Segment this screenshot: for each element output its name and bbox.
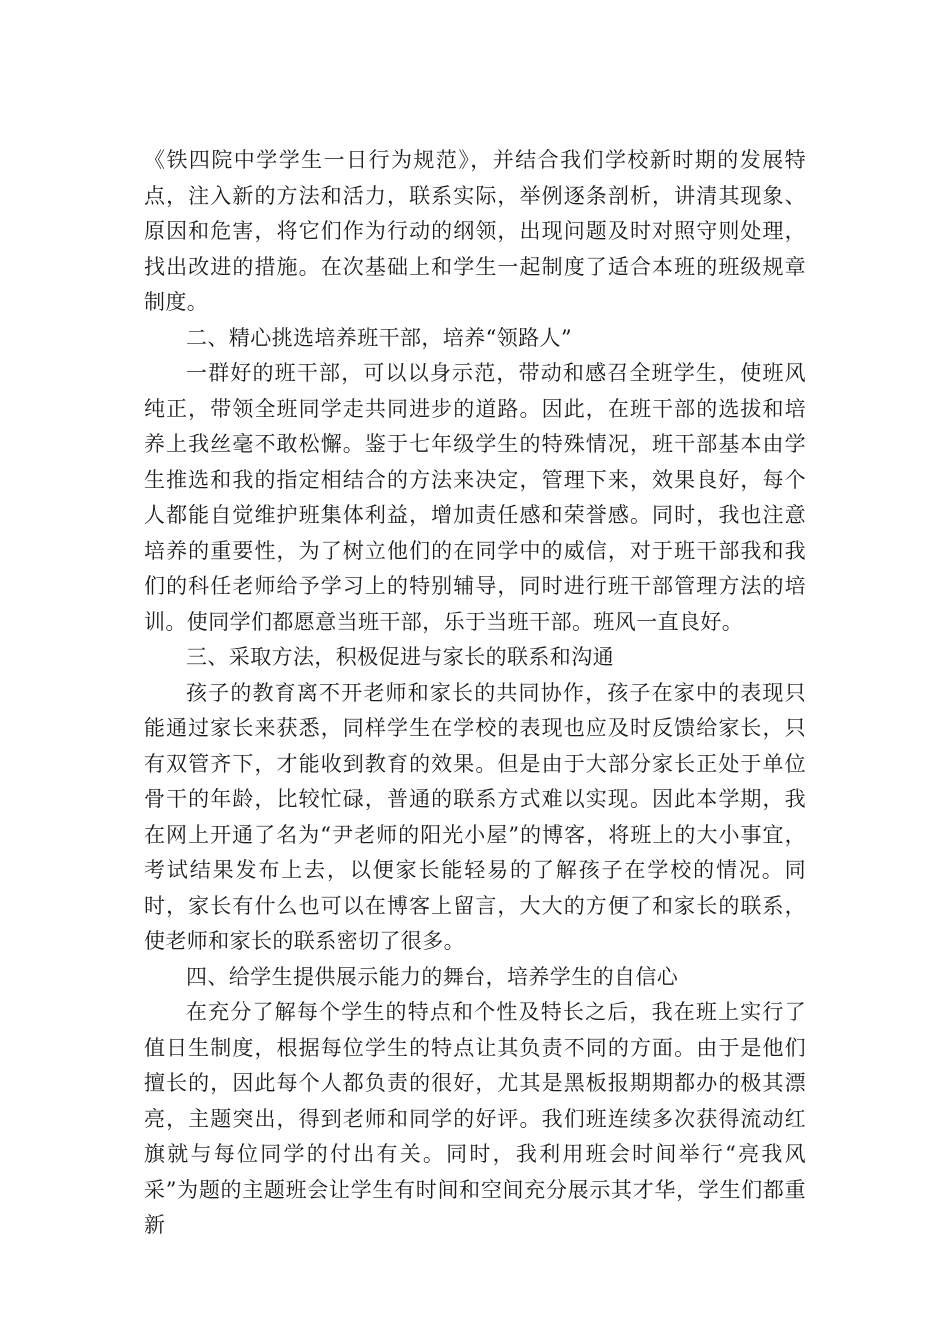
paragraph-parent-communication: 孩子的教育离不开老师和家长的共同协作，孩子在家中的表现只能通过家长来获悉，同样学生在学校的表现也应及时反馈给家长，只有双管齐下，才能收到教育的效果。但是由于大部分家长正处于单位骨干的年龄，比较忙碌，普通的联系方式难以实现。因此本学期，我在网上开通了名为“尹老师的阳光小屋”的博客，将班上的大小事宜，考试结果发布上去，以便家长能轻易的了解孩子在学校的情况。同时，家长有什么也可以在博客上留言，大大的方便了和家长的联系，使老师和家长的联系密切了很多。 [144, 680, 806, 953]
section-heading-2: 二、精心挑选培养班干部，培养“领路人” [186, 325, 573, 350]
document-page [144, 143, 806, 1244]
section-heading-4: 四、给学生提供展示能力的舞台，培养学生的自信心 [186, 964, 679, 989]
paragraph-class-leaders: 一群好的班干部，可以以身示范，带动和感召全班学生，使班风纯正，带领全班同学走共同进步的道路。因此，在班干部的选拔和培养上我丝毫不敢松懈。鉴于七年级学生的特殊情况，班干部基本由学生推选和我的指定相结合的方法来决定，管理下来，效果良好，每个人都能自觉维护班集体利益，增加责任感和荣誉感。同时，我也注意培养的重要性，为了树立他们的在同学中的威信，对于班干部我和我们的科任老师给予学习上的特别辅导，同时进行班干部管理方法的培训。使同学们都愿意当班干部，乐于当班干部。班风一直良好。 [144, 361, 806, 634]
paragraph-student-stage: 在充分了解每个学生的特点和个性及特长之后，我在班上实行了值日生制度，根据每位学生的特点让其负责不同的方面。由于是他们擅长的，因此每个人都负责的很好，尤其是黑板报期期都办的极其漂亮，主题突出，得到老师和同学的好评。我们班连续多次获得流动红旗就与每位同学的付出有关。同时，我利用班会时间举行“亮我风采”为题的主题班会让学生有时间和空间充分展示其才华，学生们都重新 [144, 1000, 806, 1237]
section-heading-3: 三、采取方法，积极促进与家长的联系和沟通 [186, 645, 614, 669]
paragraph-continuation: 《铁四院中学学生一日行为规范》，并结合我们学校新时期的发展特点，注入新的方法和活力，联系实际，举例逐条剖析，讲清其现象、原因和危害，将它们作为行动的纲领，出现问题及时对照守则处理，找出改进的措施。在次基础上和学生一起制度了适合本班的班级规章制度。 [144, 148, 806, 314]
